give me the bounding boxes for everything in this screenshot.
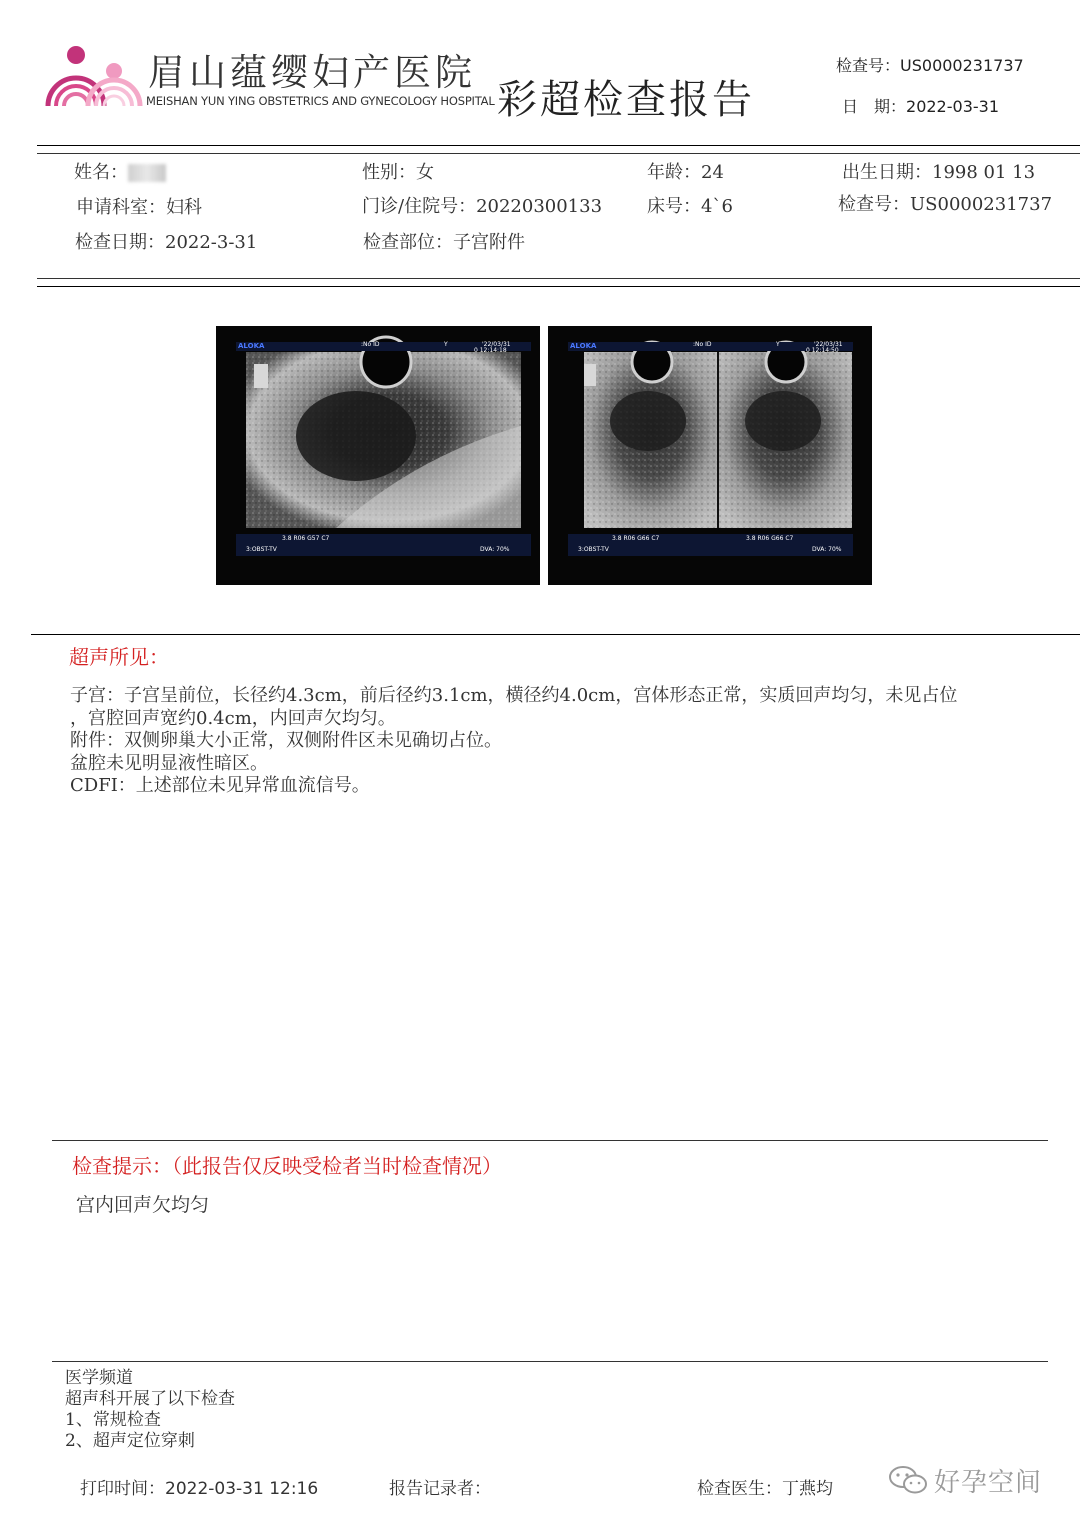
left-probe: 3:OBST-TV (246, 546, 277, 553)
left-top-id: :No ID (361, 341, 380, 348)
findings-rule (31, 634, 1080, 635)
right-bottom-params-a: 3.8 R06 G66 C7 (612, 535, 660, 542)
info-rule-2 (37, 286, 1080, 287)
right-top-id: :No ID (693, 341, 712, 348)
header-rule-top (37, 145, 1080, 146)
left-power: DVA: 70% (480, 546, 510, 553)
name-redacted (128, 164, 166, 182)
right-bottom-params-b: 3.8 R06 G66 C7 (746, 535, 794, 542)
findings-line: 盆腔未见明显液性暗区。 (70, 752, 268, 774)
report-title: 彩超检查报告 (497, 77, 755, 123)
info-rule-1 (37, 278, 1080, 279)
patient-name: 姓名： (74, 158, 166, 184)
left-datetime-1: '22/03/31 (482, 341, 511, 348)
right-datetime-2: 0 12:14:50 (806, 347, 839, 354)
wechat-icon (888, 1464, 928, 1496)
header-rule-top-2 (37, 153, 1080, 154)
hospital-logo (44, 44, 144, 110)
right-datetime-1: '22/03/31 (814, 341, 843, 348)
footer-line: 2、超声定位穿刺 (65, 1431, 195, 1451)
conclusion-rule (52, 1140, 1048, 1141)
ultrasound-image-right (548, 326, 872, 585)
footer-line: 医学频道 (65, 1368, 133, 1388)
patient-bed-no: 床号：4`6 (647, 196, 733, 217)
patient-age: 年龄：24 (647, 162, 724, 183)
conclusion-text: 宫内回声欠均匀 (76, 1194, 210, 1216)
findings-body (70, 685, 1050, 798)
watermark (888, 1460, 1042, 1500)
header-date: 日 期：2022-03-31 (842, 97, 999, 116)
left-datetime-2: 0 12:14:18 (474, 347, 507, 354)
left-brand: ALOKA (238, 342, 265, 350)
patient-department: 申请科室：妇科 (76, 197, 202, 218)
patient-dob: 出生日期：1998 01 13 (842, 162, 1036, 183)
hospital-name-en: MEISHAN YUN YING OBSTETRICS AND GYNECOLOGY HOSPITAL (146, 94, 495, 108)
left-bottom-params: 3.8 R06 G57 C7 (282, 535, 330, 542)
patient-exam-site: 检查部位：子宫附件 (363, 232, 525, 253)
findings-line: 子宫：子宫呈前位，长径约4.3cm，前后径约3.1cm，横径约4.0cm，宫体形态正常，实质回声均匀，未见占位 (70, 685, 958, 706)
watermark-text: 好孕空间 (934, 1467, 1043, 1498)
right-top-y: Y (776, 341, 780, 348)
exam-doctor: 检查医生：丁燕均 (697, 1479, 833, 1499)
patient-exam-no: 检查号：US0000231737 (838, 194, 1053, 215)
findings-line: CDFI：上述部位未见异常血流信号。 (70, 775, 370, 796)
right-power: DVA: 70% (812, 546, 842, 553)
findings-line: ，宫腔回声宽约0.4cm，内回声欠均匀。 (70, 707, 396, 729)
report-recorder: 报告记录者： (389, 1479, 491, 1499)
footer-line: 1、常规检查 (65, 1410, 161, 1430)
right-probe: 3:OBST-TV (578, 546, 609, 553)
ultrasound-image-left (216, 326, 540, 585)
findings-title: 超声所见： (69, 645, 169, 669)
right-brand: ALOKA (570, 342, 597, 350)
footer-line: 超声科开展了以下检查 (65, 1389, 235, 1409)
patient-exam-date: 检查日期：2022-3-31 (75, 232, 258, 253)
print-time: 打印时间：2022-03-31 12:16 (80, 1479, 319, 1499)
footer-rule (52, 1361, 1048, 1362)
footer-notes (65, 1368, 235, 1452)
left-top-y: Y (444, 341, 448, 348)
findings-line: 附件：双侧卵巢大小正常，双侧附件区未见确切占位。 (70, 730, 502, 751)
patient-gender: 性别：女 (362, 162, 434, 183)
conclusion-title: 检查提示：（此报告仅反映受检者当时检查情况） (72, 1154, 502, 1178)
hospital-name: 眉山蕴缨妇产医院 (148, 51, 476, 94)
header-exam-no: 检查号：US0000231737 (836, 56, 1024, 75)
patient-outpatient-no: 门诊/住院号：20220300133 (362, 196, 603, 217)
